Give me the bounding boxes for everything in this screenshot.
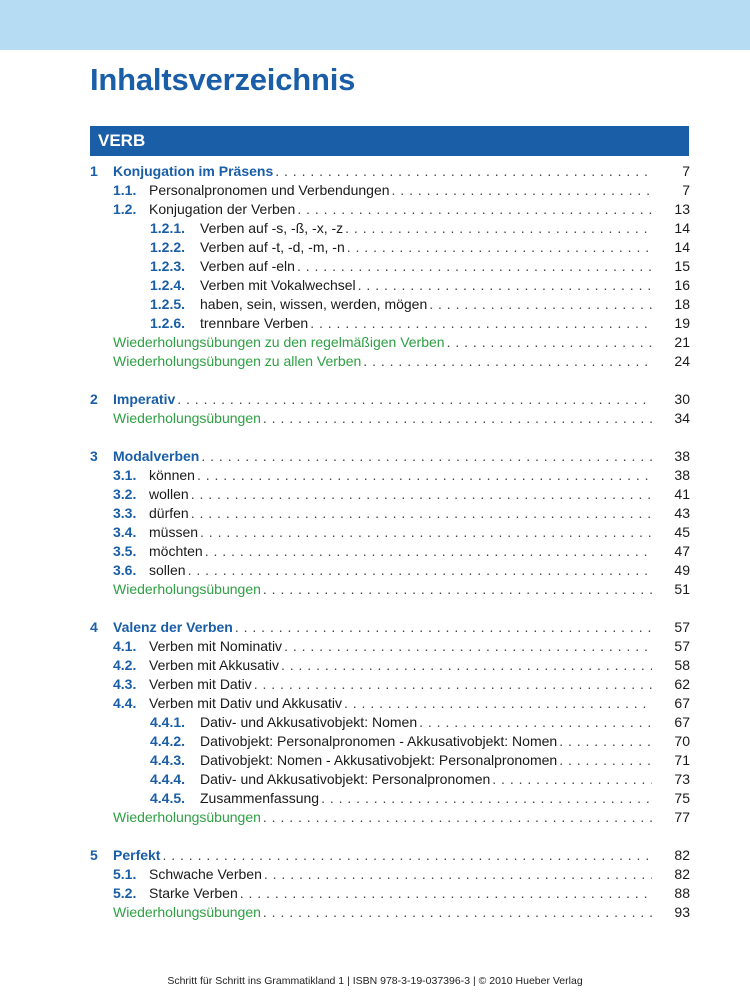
- toc-entry-line: [149, 466, 654, 485]
- toc-entry-page-number: 19: [674, 315, 690, 331]
- dot-leader: [321, 789, 652, 808]
- toc-entry-line: [200, 276, 654, 295]
- toc-entry-label: möchten: [149, 543, 203, 559]
- dot-leader: [200, 523, 652, 542]
- toc-entry[interactable]: [0, 751, 750, 770]
- dot-leader: [162, 846, 652, 865]
- toc-entry-line: [200, 732, 654, 751]
- toc-entry-label: Modalverben: [113, 448, 200, 464]
- toc-entry-number: 1.2.3.: [150, 258, 186, 274]
- toc-entry-page-number: 57: [674, 638, 690, 654]
- toc-entry-label: Konjugation im Präsens: [113, 163, 274, 179]
- toc-entry-label: trennbare Verben: [200, 315, 309, 331]
- toc-entry-line: [200, 219, 654, 238]
- toc-entry-number: 1.2.2.: [150, 239, 186, 255]
- toc-entry-line: [200, 770, 654, 789]
- dot-leader: [344, 694, 652, 713]
- toc-review-entry[interactable]: [0, 333, 750, 352]
- toc-entry-page-number: 67: [674, 695, 690, 711]
- footer: [0, 975, 750, 987]
- toc-entry-line: [113, 846, 654, 865]
- toc-entry[interactable]: [0, 865, 750, 884]
- toc-entry-line: [149, 865, 654, 884]
- toc-entry-line: [113, 333, 654, 352]
- toc-entry[interactable]: [0, 485, 750, 504]
- dot-leader: [347, 238, 652, 257]
- toc-entry-number: 3.2.: [113, 486, 137, 502]
- section-header-verb: [90, 126, 689, 156]
- toc-entry-label: Personalpronomen und Verbendungen: [149, 182, 390, 198]
- dot-leader: [263, 409, 652, 428]
- toc-entry-line: [113, 618, 654, 637]
- table-of-contents: [0, 162, 750, 922]
- toc-entry-line: [200, 713, 654, 732]
- toc-entry-line: [113, 162, 654, 181]
- toc-entry-line: [113, 808, 654, 827]
- dot-leader: [358, 276, 652, 295]
- toc-entry-number: 3.3.: [113, 505, 137, 521]
- toc-entry-line: [113, 352, 654, 371]
- dot-leader: [201, 447, 652, 466]
- dot-leader: [281, 656, 652, 675]
- page-title: Inhaltsverzeichnis: [90, 62, 356, 97]
- toc-entry[interactable]: [0, 219, 750, 238]
- toc-entry-line: [113, 903, 654, 922]
- toc-entry-number: 4.3.: [113, 676, 137, 692]
- toc-entry-number: 3: [90, 448, 98, 464]
- toc-entry-label: Konjugation der Verben: [149, 201, 296, 217]
- toc-entry-page-number: 71: [674, 752, 690, 768]
- dot-leader: [297, 200, 652, 219]
- toc-entry[interactable]: [0, 295, 750, 314]
- toc-entry-number: 4.1.: [113, 638, 137, 654]
- toc-entry-page-number: 30: [674, 391, 690, 407]
- dot-leader: [297, 257, 652, 276]
- toc-entry[interactable]: [0, 314, 750, 333]
- dot-leader: [363, 352, 652, 371]
- toc-entry-page-number: 88: [674, 885, 690, 901]
- toc-entry-number: 5.2.: [113, 885, 137, 901]
- toc-entry[interactable]: [0, 162, 750, 181]
- toc-entry-page-number: 73: [674, 771, 690, 787]
- toc-review-entry[interactable]: [0, 352, 750, 371]
- toc-entry-number: 1.2.1.: [150, 220, 186, 236]
- toc-entry-page-number: 49: [674, 562, 690, 578]
- toc-entry-number: 4.4.5.: [150, 790, 186, 806]
- toc-entry-page-number: 51: [674, 581, 690, 597]
- toc-entry-line: [149, 542, 654, 561]
- toc-entry-page-number: 34: [674, 410, 690, 426]
- toc-entry-number: 3.4.: [113, 524, 137, 540]
- toc-entry-number: 3.6.: [113, 562, 137, 578]
- toc-entry[interactable]: [0, 542, 750, 561]
- toc-entry-label: Verben mit Dativ: [149, 676, 252, 692]
- toc-entry[interactable]: [0, 523, 750, 542]
- toc-entry-label: Zusammenfassung: [200, 790, 320, 806]
- dot-leader: [197, 466, 652, 485]
- toc-entry-number: 1.2.5.: [150, 296, 186, 312]
- toc-entry-line: [149, 884, 654, 903]
- toc-entry[interactable]: [0, 694, 750, 713]
- toc-entry-label: Schwache Verben: [149, 866, 262, 882]
- toc-entry[interactable]: [0, 447, 750, 466]
- toc-entry-page-number: 14: [674, 239, 690, 255]
- footer-text: Schritt für Schritt ins Grammatikland 1 | ISBN 978-3-19-037396-3 | © 2010 Hueber Verlag: [167, 975, 583, 987]
- toc-entry[interactable]: [0, 200, 750, 219]
- toc-entry-page-number: 93: [674, 904, 690, 920]
- toc-entry-line: [149, 694, 654, 713]
- toc-entry-label: Verben auf -s, -ß, -x, -z: [200, 220, 344, 236]
- toc-entry[interactable]: [0, 390, 750, 409]
- toc-entry[interactable]: [0, 257, 750, 276]
- toc-entry-number: 4.2.: [113, 657, 137, 673]
- toc-entry-line: [113, 447, 654, 466]
- toc-entry-page-number: 58: [674, 657, 690, 673]
- toc-entry-label: dürfen: [149, 505, 189, 521]
- toc-entry-number: 1.2.: [113, 201, 137, 217]
- toc-entry-line: [113, 580, 654, 599]
- toc-entry-line: [200, 314, 654, 333]
- toc-entry-number: 2: [90, 391, 98, 407]
- toc-entry-page-number: 57: [674, 619, 690, 635]
- toc-entry-line: [149, 656, 654, 675]
- toc-entry-label: Wiederholungsübungen: [113, 581, 261, 597]
- dot-leader: [429, 295, 652, 314]
- toc-entry-page-number: 62: [674, 676, 690, 692]
- toc-entry-page-number: 18: [674, 296, 690, 312]
- toc-entry[interactable]: [0, 637, 750, 656]
- toc-entry-page-number: 43: [674, 505, 690, 521]
- toc-entry-label: Perfekt: [113, 847, 161, 863]
- toc-entry[interactable]: [0, 789, 750, 808]
- toc-entry[interactable]: [0, 884, 750, 903]
- toc-entry-line: [149, 675, 654, 694]
- toc-entry-page-number: 7: [682, 163, 690, 179]
- toc-entry-number: 4.4.1.: [150, 714, 186, 730]
- dot-leader: [284, 637, 652, 656]
- toc-entry-number: 4.4.2.: [150, 733, 186, 749]
- toc-entry-number: 3.5.: [113, 543, 137, 559]
- toc-entry-label: Verben auf -eln: [200, 258, 295, 274]
- toc-entry[interactable]: [0, 238, 750, 257]
- toc-entry-line: [149, 561, 654, 580]
- toc-entry-line: [149, 485, 654, 504]
- dot-leader: [447, 333, 652, 352]
- toc-entry-line: [149, 637, 654, 656]
- toc-entry-line: [149, 504, 654, 523]
- toc-entry-label: Verben mit Vokalwechsel: [200, 277, 356, 293]
- toc-entry-line: [200, 295, 654, 314]
- dot-leader: [310, 314, 652, 333]
- dot-leader: [559, 732, 652, 751]
- toc-entry-line: [113, 390, 654, 409]
- toc-entry-label: Dativobjekt: Personalpronomen - Akkusativobjekt: Nomen: [200, 733, 558, 749]
- toc-entry-page-number: 82: [674, 847, 690, 863]
- toc-entry-label: Dativ- und Akkusativobjekt: Personalpronomen: [200, 771, 491, 787]
- toc-entry[interactable]: [0, 656, 750, 675]
- toc-entry-label: Imperativ: [113, 391, 176, 407]
- toc-entry-page-number: 77: [674, 809, 690, 825]
- toc-entry-line: [149, 200, 654, 219]
- toc-entry-number: 4.4.: [113, 695, 137, 711]
- toc-entry-label: Wiederholungsübungen: [113, 809, 261, 825]
- top-color-band: [0, 0, 750, 50]
- toc-entry-line: [149, 523, 654, 542]
- toc-entry-page-number: 41: [674, 486, 690, 502]
- section-header-label: VERB: [98, 131, 146, 150]
- toc-entry-number: 4: [90, 619, 98, 635]
- dot-leader: [559, 751, 652, 770]
- toc-entry-line: [200, 238, 654, 257]
- toc-entry-number: 4.4.4.: [150, 771, 186, 787]
- toc-entry-number: 3.1.: [113, 467, 137, 483]
- dot-leader: [191, 485, 652, 504]
- dot-leader: [345, 219, 652, 238]
- dot-leader: [263, 903, 652, 922]
- dot-leader: [264, 865, 652, 884]
- toc-entry-page-number: 13: [674, 201, 690, 217]
- toc-entry-label: haben, sein, wissen, werden, mögen: [200, 296, 428, 312]
- toc-entry-label: Dativ- und Akkusativobjekt: Nomen: [200, 714, 418, 730]
- toc-entry-label: Wiederholungsübungen zu allen Verben: [113, 353, 362, 369]
- toc-entry-page-number: 70: [674, 733, 690, 749]
- dot-leader: [263, 808, 652, 827]
- toc-entry-number: 1: [90, 163, 98, 179]
- toc-entry-line: [200, 789, 654, 808]
- dot-leader: [205, 542, 652, 561]
- toc-entry-page-number: 24: [674, 353, 690, 369]
- toc-entry-label: wollen: [149, 486, 189, 502]
- dot-leader: [275, 162, 652, 181]
- toc-entry[interactable]: [0, 713, 750, 732]
- toc-entry-page-number: 14: [674, 220, 690, 236]
- toc-review-entry[interactable]: [0, 808, 750, 827]
- dot-leader: [240, 884, 652, 903]
- toc-entry-label: Verben mit Akkusativ: [149, 657, 279, 673]
- toc-entry-page-number: 38: [674, 467, 690, 483]
- toc-review-entry[interactable]: [0, 580, 750, 599]
- dot-leader: [254, 675, 652, 694]
- toc-entry-label: können: [149, 467, 195, 483]
- toc-entry-page-number: 67: [674, 714, 690, 730]
- toc-entry-label: Valenz der Verben: [113, 619, 233, 635]
- dot-leader: [263, 580, 652, 599]
- toc-entry-label: Starke Verben: [149, 885, 238, 901]
- toc-entry-page-number: 15: [674, 258, 690, 274]
- toc-entry[interactable]: [0, 504, 750, 523]
- toc-entry[interactable]: [0, 561, 750, 580]
- toc-entry-label: müssen: [149, 524, 199, 540]
- toc-entry-label: Verben mit Nominativ: [149, 638, 283, 654]
- dot-leader: [392, 181, 652, 200]
- dot-leader: [235, 618, 652, 637]
- toc-entry-label: Wiederholungsübungen zu den regelmäßigen Verben: [113, 334, 445, 350]
- toc-entry-label: Verben mit Dativ und Akkusativ: [149, 695, 342, 711]
- toc-review-entry[interactable]: [0, 409, 750, 428]
- toc-entry-label: sollen: [149, 562, 186, 578]
- dot-leader: [419, 713, 652, 732]
- toc-entry-number: 1.2.6.: [150, 315, 186, 331]
- toc-entry-line: [149, 181, 654, 200]
- toc-entry-number: 1.1.: [113, 182, 137, 198]
- toc-entry[interactable]: [0, 618, 750, 637]
- toc-entry[interactable]: [0, 276, 750, 295]
- dot-leader: [177, 390, 652, 409]
- toc-entry[interactable]: [0, 846, 750, 865]
- toc-entry-label: Verben auf -t, -d, -m, -n: [200, 239, 345, 255]
- toc-entry-number: 1.2.4.: [150, 277, 186, 293]
- toc-entry-number: 5: [90, 847, 98, 863]
- toc-entry-page-number: 47: [674, 543, 690, 559]
- toc-entry-label: Wiederholungsübungen: [113, 904, 261, 920]
- toc-review-entry[interactable]: [0, 903, 750, 922]
- toc-entry-line: [113, 409, 654, 428]
- toc-entry-page-number: 21: [674, 334, 690, 350]
- toc-entry[interactable]: [0, 732, 750, 751]
- toc-entry[interactable]: [0, 770, 750, 789]
- toc-entry-page-number: 38: [674, 448, 690, 464]
- toc-entry-page-number: 7: [682, 182, 690, 198]
- toc-entry-page-number: 75: [674, 790, 690, 806]
- toc-entry[interactable]: [0, 675, 750, 694]
- toc-entry[interactable]: [0, 181, 750, 200]
- toc-entry-page-number: 45: [674, 524, 690, 540]
- toc-entry-number: 5.1.: [113, 866, 137, 882]
- toc-entry-number: 4.4.3.: [150, 752, 186, 768]
- toc-entry-label: Wiederholungsübungen: [113, 410, 261, 426]
- toc-entry-label: Dativobjekt: Nomen - Akkusativobjekt: Personalpronomen: [200, 752, 558, 768]
- toc-entry-line: [200, 257, 654, 276]
- dot-leader: [191, 504, 652, 523]
- dot-leader: [492, 770, 652, 789]
- toc-entry[interactable]: [0, 466, 750, 485]
- dot-leader: [188, 561, 652, 580]
- toc-entry-page-number: 82: [674, 866, 690, 882]
- toc-entry-line: [200, 751, 654, 770]
- toc-entry-page-number: 16: [674, 277, 690, 293]
